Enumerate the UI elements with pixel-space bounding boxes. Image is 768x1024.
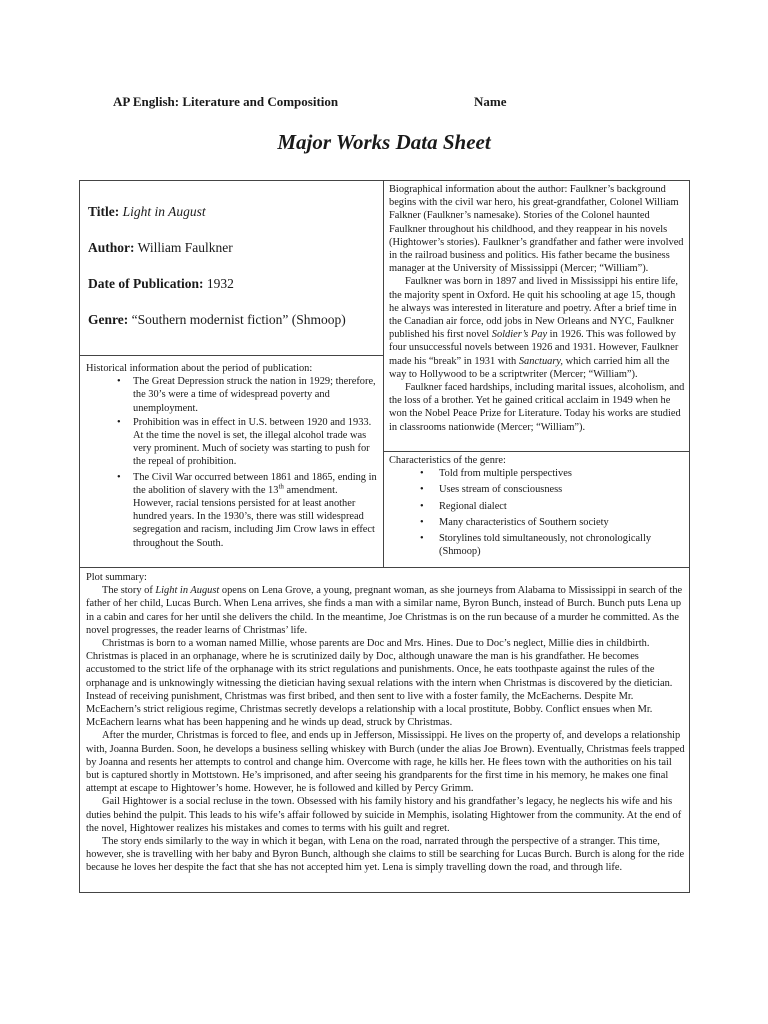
genre-row: [88, 311, 380, 328]
name-label: Name: [474, 94, 507, 109]
characteristic-text: Many characteristics of Southern society: [439, 516, 609, 528]
bullet-icon: •: [117, 471, 121, 483]
characteristic-text: Storylines told simultaneously, not chronologically (Shmoop): [439, 533, 652, 558]
title-label: Title:: [88, 204, 120, 219]
bullet-icon: •: [420, 500, 424, 512]
plot-summary-cell: [86, 571, 686, 875]
row-divider-right: [383, 451, 689, 452]
publication-row: [88, 275, 380, 292]
plot-paragraph-4: Gail Hightower is a social recluse in the town. Obsessed with his family history and his grandfather’s legacy, he neglects his wife and his duties behind the pulpit. This leads to his wife’s affair followed by suicide in Memphis, isolating Hightower from the community. At the end of the novel, Hightower realizes his mistakes and comes to terms with his guilt and regret.: [86, 796, 682, 834]
superscript: th: [278, 482, 284, 491]
list-item: [86, 375, 378, 415]
historical-item-text: Prohibition was in effect in U.S. between 1920 and 1933. At the time the novel is set, the illegal alcohol trade was very prominent. Much of society was starting to push for the repeal of prohibition.: [133, 416, 372, 468]
biography-cell: [389, 183, 687, 434]
publication-label: Date of Publication:: [88, 276, 204, 291]
row-divider-left: [80, 355, 383, 356]
author-row: [88, 239, 380, 256]
characteristic-text: Regional dialect: [439, 500, 507, 512]
bio-paragraph-2: [389, 275, 687, 381]
list-item: [389, 500, 687, 513]
bio-paragraph-1: Biographical information about the author: Faulkner’s background begins with the civil war hero, his great-grandfather, Colonel William Falkner (Faulkner’s namesake). Stories of the Colonel haunted Faulkner throughout his childhood, and they reappear in his novels (Hightower’s stories). Faulkner’s grandfather and father were involved in the railroad business and politics. His father became the business manager at the University of Mississippi (Mercer; “William”).: [389, 184, 684, 275]
plot-heading: Plot summary:: [86, 572, 147, 583]
bio-p2-italic: Soldier’s Pay: [491, 329, 548, 341]
data-sheet-table: [79, 180, 690, 893]
bio-paragraph-3: Faulkner faced hardships, including marital issues, alcoholism, and the loss of a brother. Yet he gained critical acclaim in 1949 when he won the Nobel Peace Prize for Literature. Today his works are studied in classrooms nationwide (Mercer; “William”).: [389, 382, 685, 433]
characteristics-heading: Characteristics of the genre:: [389, 455, 506, 466]
bullet-icon: •: [117, 376, 121, 388]
genre-label: Genre:: [88, 312, 129, 327]
column-divider: [383, 181, 384, 568]
author-value: William Faulkner: [137, 240, 233, 255]
list-item: [389, 516, 687, 529]
bio-p2-text-a: Faulkner was born in 1897 and lived in Mississippi his entire life, the majority spent in Oxford. He quit his schooling at age 15, though he always was interested in literature and poetry. After a brief time in the Canadian air force, odd jobs in New Orleans and NYC, Faulkner published his first novel: [389, 276, 679, 341]
title-row: [88, 203, 380, 220]
page-title: Major Works Data Sheet: [277, 130, 491, 154]
bullet-icon: •: [420, 533, 424, 545]
plot-p1-italic: Light in August: [155, 585, 220, 597]
historical-list: [86, 375, 378, 550]
bullet-icon: •: [420, 484, 424, 496]
historical-item-text: The Civil War occurred between 1861 and 1865, ending in the abolition of slavery with the 13: [133, 471, 377, 496]
characteristics-cell: [389, 454, 687, 561]
plot-paragraph-3: After the murder, Christmas is forced to flee, and ends up in Jefferson, Mississippi. He lives on the property of, and develops a relationship with, Joanna Burden. Soon, he develops a business selling whiskey with Burch (under the alias Joe Brown). Eventually, Christmas feels trapped by Joanna and resents her attempts to control and change him. Overcome with rage, he kills her. He flees town with the authorities on his tail but is captured shortly in Mottstown. He’s imprisoned, and after seeing his grandparents for the first time in his memory, he makes one final attempt at escape to Hightower’s home. However, he is followed and killed by Percy Grimm.: [86, 730, 685, 795]
list-item: [389, 467, 687, 480]
plot-paragraph-2: Christmas is born to a woman named Millie, whose parents are Doc and Mrs. Hines. Due to Doc’s neglect, Millie dies in childbirth. Christmas is placed in an orphanage, where he is scrutinized daily by Doc, although unaware the man is his grandfather. He becomes accustomed to the strict life of the orphanage with its strict regulations and punishments. Once, he eats toothpaste against the rules of the orphanage and is unknowingly witnessing the dietician having sexual relations with the intern when Christmas is discovered by the dietician. Instead of receiving punishment, Christmas was first bribed, and then sent to live with a foster family, the McEacherns. Despite Mr. McEachern’s strict religious regime, Christmas secretly develops a relationship with a local prostitute, Bobby. Conflict ensues when Mr. McEachern learns what has been happening and he winds up dead, struck by Christmas.: [86, 638, 673, 729]
plot-paragraph-1: [86, 584, 686, 637]
bio-p2-italic-2: Sanctuary,: [518, 355, 564, 367]
work-info-cell: [88, 203, 380, 347]
bullet-icon: •: [420, 468, 424, 480]
bullet-icon: •: [117, 416, 121, 428]
plot-paragraph-5: The story ends similarly to the way in which it began, with Lena on the road, narrated through the perspective of a stranger. This time, however, she is travelling with her baby and Byron Bunch, although she claims to still be searching for Lucas Burch. Burch is along for the ride because he loves her despite the fact that she has not accepted him yet. Lena is simply travelling down the road, and through life.: [86, 836, 685, 874]
historical-item-text: The Great Depression struck the nation in 1929; therefore, the 30’s were a time of widespread poverty and unemployment.: [133, 376, 376, 414]
author-label: Author:: [88, 240, 135, 255]
genre-value: “Southern modernist fiction” (Shmoop): [131, 312, 346, 327]
list-item: [389, 483, 687, 496]
characteristics-list: [389, 467, 687, 558]
course-title: AP English: Literature and Composition: [113, 94, 339, 109]
bio-p2-text-c: which carried him all the way to Hollywood to be a scriptwriter (Mercer; “William”).: [389, 355, 670, 380]
characteristic-text: Uses stream of consciousness: [439, 484, 563, 496]
publication-value: 1932: [206, 276, 234, 291]
plot-p1-text-a: The story of: [102, 585, 156, 597]
historical-heading: Historical information about the period of publication:: [86, 363, 313, 374]
list-item: [86, 416, 378, 469]
list-item: [86, 471, 378, 550]
bio-p2-text-b: in 1926. This was followed by four unsuccessful novels between 1926 and 1931. However, Faulkner made his “break” in 1931 with: [389, 329, 679, 367]
bullet-icon: •: [420, 516, 424, 528]
row-divider-full: [80, 567, 689, 568]
historical-cell: [86, 362, 378, 551]
plot-p1-text-b: opens on Lena Grove, a young, pregnant woman, as she journeys from Alabama to Mississippi in search of the father of her child, Lucas Burch. When Lena arrives, she finds a man with a similar name, Byron Bunch, instead of Burch. Bunch puts Lena up in a cabin and cares for her until she delivers the child. In the meantime, Joe Christmas is on the run because of a murder he committed. As the novel progresses, the reader learns of Christmas’ life.: [86, 585, 683, 636]
title-value: Light in August: [122, 204, 206, 219]
historical-item-text-cont: amendment. However, racial tensions persisted for at least another hundred years. In the 1930’s, there was still widespread segregation and racism, including Jim Crow laws in effect throughout the South.: [133, 484, 375, 549]
list-item: [389, 532, 687, 558]
characteristic-text: Told from multiple perspectives: [439, 468, 572, 480]
